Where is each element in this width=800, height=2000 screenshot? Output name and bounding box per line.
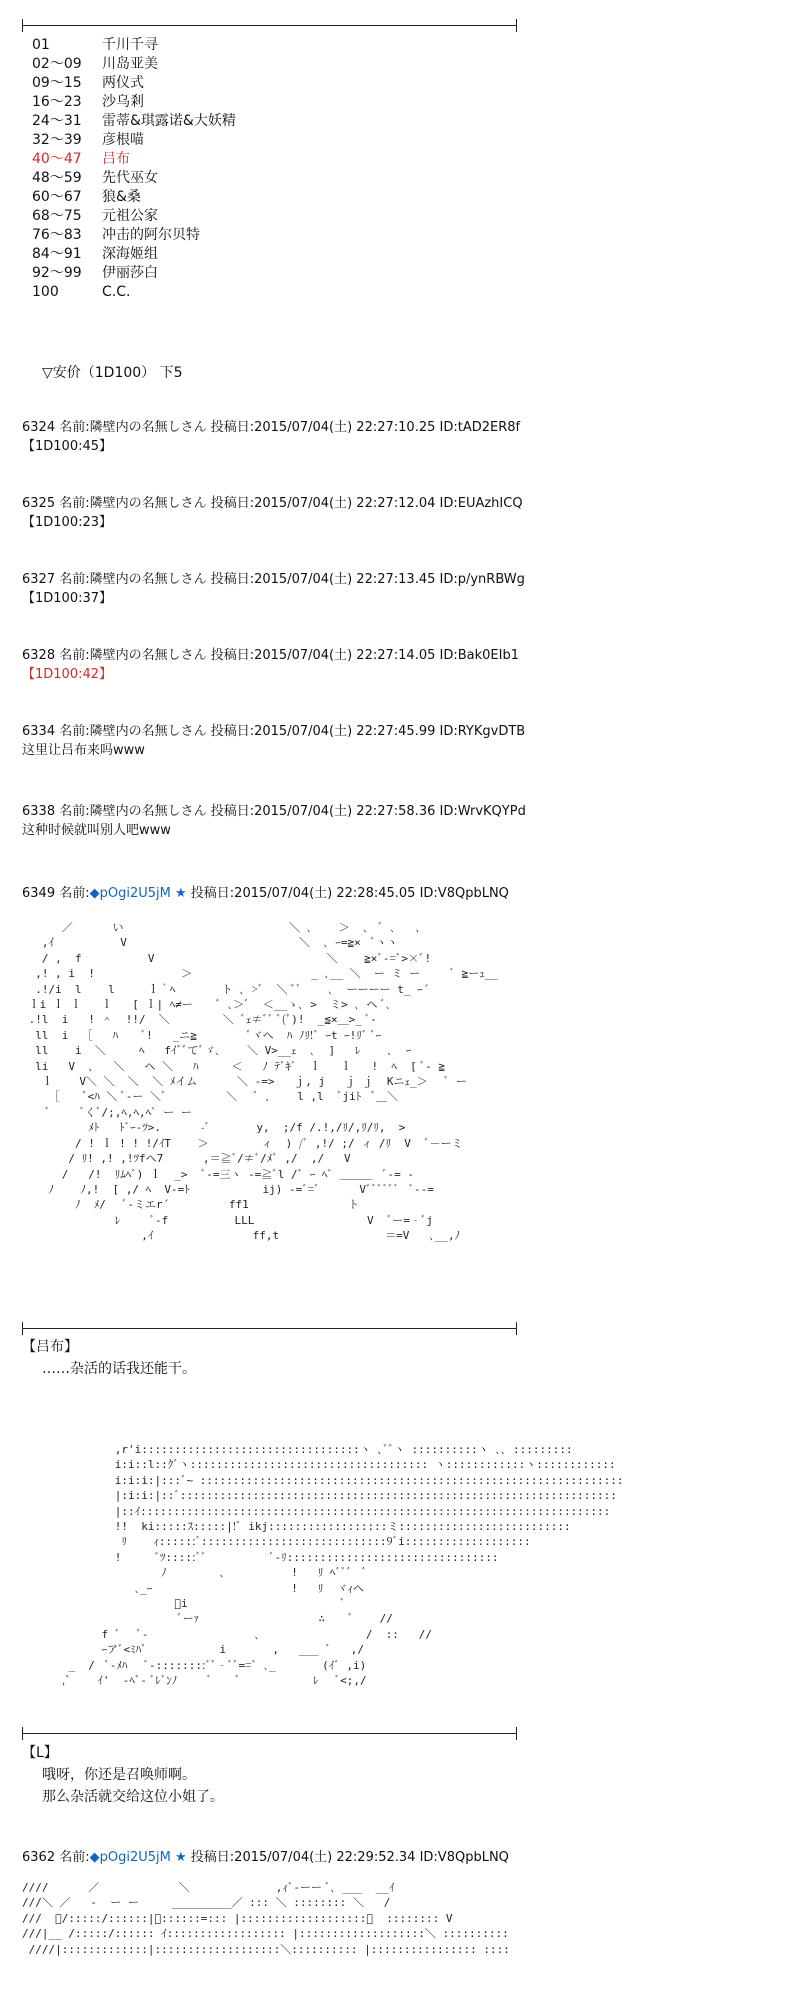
post-body: 这里让吕布来吗www: [22, 743, 145, 758]
post-name-label: 名前:: [59, 886, 90, 901]
table-row: 02～09 川岛亚美: [32, 56, 158, 72]
ascii-art-l: ,r'i:::::::::::::::::::::::::::::::::ヽ ､ﾞﾞヽ ::::::::::ヽ ､､ ::::::::: i:i::l::ｸﾞヽ:::::::::::::::::::::::::::::::::::: ヽ::::::::::::ヽ:::::::::::: i:i:i:|:::ﾞ~ :::::::::::::::::::::::::::::::::::::::::::::::::::::::::::::::: |:i:i:|::ﾞ:::::::::::::::::::::::::::::::::::::::::::::::::::::::::::::::::: |::ｲ::::::::::::::::::::::::::::::::::::::::::::::::::::::::::::::::::::::: !! ki:::::ｽ:::::|!ﾞ ikj::::::::::::::::::ミ:::::::::::::::::::::::::: ﾘ ｨ::::::ﾞ::::::::::::::::::::::::::::9ﾞi::::::::::::::::::: ! ﾞﾂ:::::ﾞﾞ ﾞ‐ﾘ:::::::::::::::::::::::::::::::: ﾉ ､ ! ﾘ ﾍﾞﾞﾞ ﾞ ､_ｰ ! ﾘ ヾｨヘ ﾞi ﾞ ﾞーｧ ∴ ﾞ // f ﾞ ﾞ‐ ､ / :: // ｰアﾞ<ﾐﾊﾞ i , ___ ﾞ ,/ _ / ﾞ-ﾒﾊ ﾞ-::::::::ﾞﾞ‐ﾞﾞ==ﾞ ､_ (ｲﾞ ,i) ,ﾞ ｲ' -ﾍﾞ- ﾞﾚﾞﾝﾉ ﾞ ﾞ ﾚ ﾞ<;,/: [61, 1443, 624, 1688]
post-header: 6324 名前:隣壁内の名無しさん 投稿日:2015/07/04(土) 22:27:10.25 ID:tAD2ER8f: [22, 420, 521, 435]
post-body-dice-hit: 【1D100:42】: [22, 667, 113, 682]
table-row: 09～15 两仪式: [32, 75, 144, 91]
post-header: 6338 名前:隣壁内の名無しさん 投稿日:2015/07/04(土) 22:27:58.36 ID:WrvKQYPd: [22, 804, 526, 819]
table-row: 24～31 雷蒂&琪露诺&大妖精: [32, 113, 236, 129]
ascii-art-lu-bu: ／ い ＼ ､ ＞ ､ ﾞ ､ ､ ,ｲ V ＼ ､ ｰ=≧× ﾞヽヽ / , f V ＼ ≧×ﾞ‐=ﾞ>×ﾞ! ,! , i ! ＞ _ ､__ ＼ ー ミ ー ﾞ ≧ーｭ__ .!/i l l ｌ｀ﾍ ト ､ >ﾞ ＼ ﾞﾞ ､ ーーーー t_ ｰ´ ｌi ｌ ｌ ｌ [ ｌ| ﾍ≠ー ﾞ ､＞ﾞ ＜__ゝ､ > ミ> ､ ヘ ﾞ､ .!l i ! ＾ !!/ ＼ ＼ ﾞｪ≠ﾞﾞ ﾞ(ﾞ)! _≦×＿>_ ﾞ‐ ll i ［ ﾊ ﾞ! _ニ≧ ﾞヾヘ ﾊ ﾉﾘ!ﾞ ｰt ｰ!ﾘﾞ ﾞｰ ll i ＼ ﾍ fｲﾞﾞてﾞゞ､ ＼ V>__ｪ ､ ] ﾚ ､ ｰ li V ､ ＼ ヘ ＼ ﾊ ＜ ﾉ ﾃﾞｷﾞ ｌ ｌ ! ﾍ [ ﾞ- ≧ ｌ V＼ ＼ ＼ ＼ ﾒイム ＼ ‐=> ｊ, j ｊ ｊ Kニｪ_＞ ﾞ ー ［ ﾞ<ﾊ ＼ ﾞ‐ー ＼ﾞ ＼ ﾞ ､ l ,l ﾞjiﾄ ﾞ＿＼ ﾞ ﾞくﾞ/;,ﾍ,ﾍ,ﾍﾞ ー ー ﾒﾄ ﾄﾞｰ-ﾂ>. -ﾞ y, ;/f /.!,/ﾘ/,ﾘ/ﾘ, > / ! ｌ ! ! !/ｲT ＞ ィ ) /ﾞ ,!/ ;/ ィ /ﾘ V ﾞ－ーミ / ﾘ! ,! ,!ﾂfヘ7 ,＝≧ﾞ/≠ﾞ/ﾒﾞ ,/ ,/ V / /! ﾘﾑﾍﾞ) ｌ _> ﾞ‐=三ヽ ‐=≧ﾞl /ﾞ ｰ ﾍﾞ ＿＿＿ ﾞ‐= - ﾉ ﾉ,! [ ,/ ﾍ V‐=ﾄ ij) -=ﾞ=ﾞ Vﾞﾞﾞﾞﾞﾞ ﾞ‐-= ﾉ ﾒ/ ﾞ-ミエr´ ff1 ト ﾚ ﾞ-f LLL V ﾞー=‐ﾞj ,ｲ ff,t ＝=V ､__,ﾉ: [28, 921, 499, 1243]
section-divider: [22, 1328, 517, 1329]
dialogue-line: 哦呀，你还是召唤师啊。: [42, 1767, 196, 1783]
table-row: 60～67 狼&桑: [32, 189, 141, 205]
table-row-selected: 40～47 吕布: [32, 151, 130, 167]
table-row: 76～83 冲击的阿尔贝特: [32, 227, 200, 243]
tripcode: ◆pOgi2U5jM ★: [89, 1850, 187, 1865]
post-header: 6325 名前:隣壁内の名無しさん 投稿日:2015/07/04(土) 22:27:12.04 ID:EUAzhICQ: [22, 496, 523, 511]
dialogue-line: ……杂活的话我还能干。: [42, 1361, 196, 1377]
post-body: 【1D100:23】: [22, 515, 113, 530]
post: [22, 802, 526, 840]
post-name-label: 名前:: [59, 1850, 90, 1865]
table-row: 32～39 彦根喵: [32, 132, 144, 148]
post-header: 6327 名前:隣壁内の名無しさん 投稿日:2015/07/04(土) 22:27:13.45 ID:p/ynRBWg: [22, 572, 525, 587]
table-row: 84～91 深海姬组: [32, 246, 158, 262]
table-row: 48～59 先代巫女: [32, 170, 158, 186]
section-divider: [22, 25, 517, 26]
speaker-label: 【吕布】: [22, 1339, 78, 1355]
author-post-header: [22, 1848, 509, 1867]
table-row: 100 C.C.: [32, 284, 131, 300]
table-row: 16～23 沙乌剎: [32, 94, 144, 110]
section-divider: [22, 1733, 517, 1734]
author-post-header: [22, 884, 509, 903]
dice-range-table: [32, 36, 236, 302]
post: [22, 646, 519, 684]
table-row: 92～99 伊丽莎白: [32, 265, 158, 281]
post-header: 6328 名前:隣壁内の名無しさん 投稿日:2015/07/04(土) 22:27:14.05 ID:Bak0EIb1: [22, 648, 519, 663]
ascii-art-partial: //// ／ ＼ ,ｨﾞ‐ーー ﾞ､ ___ __ｲ ///＼ ／ ‐ ー ー _________／ ::: ＼ :::::::: ＼ / /// ﾞ/:::::/::::::|ﾞ::::::=::: |:::::::::::::::::::＼ :::::::: V ///|__ /:::::/:::::: ｲ:::::::::::::::::: |:::::::::::::::::::＼ :::::::::: ////|:::::::::::::|:::::::::::::::::::＼:::::::::: |:::::::::::::::: ::::: [22, 1881, 510, 1956]
tripcode: ◆pOgi2U5jM ★: [89, 886, 187, 901]
dialogue-line: 那么杂活就交给这位小姐了。: [42, 1789, 224, 1805]
vote-instruction: ▽安价（1D100） 下5: [42, 365, 183, 381]
speaker-label: 【L】: [22, 1745, 58, 1761]
post-meta: 投稿日:2015/07/04(土) 22:29:52.34 ID:V8QpbLNQ: [190, 1850, 509, 1865]
post: [22, 418, 520, 456]
post: [22, 494, 523, 532]
dialogue-block: [22, 1742, 224, 1808]
table-row: 68～75 元祖公家: [32, 208, 158, 224]
post-number: 6362: [22, 1850, 56, 1865]
post: [22, 570, 525, 608]
post-number: 6349: [22, 886, 56, 901]
post-body: 【1D100:37】: [22, 591, 113, 606]
post-body: 【1D100:45】: [22, 439, 113, 454]
dialogue-block: [22, 1336, 196, 1380]
post-meta: 投稿日:2015/07/04(土) 22:28:45.05 ID:V8QpbLNQ: [190, 886, 509, 901]
post: [22, 722, 525, 760]
post-header: 6334 名前:隣壁内の名無しさん 投稿日:2015/07/04(土) 22:27:45.99 ID:RYKgvDTB: [22, 724, 526, 739]
table-row: 01 千川千寻: [32, 37, 158, 53]
post-body: 这种时候就叫别人吧www: [22, 823, 171, 838]
